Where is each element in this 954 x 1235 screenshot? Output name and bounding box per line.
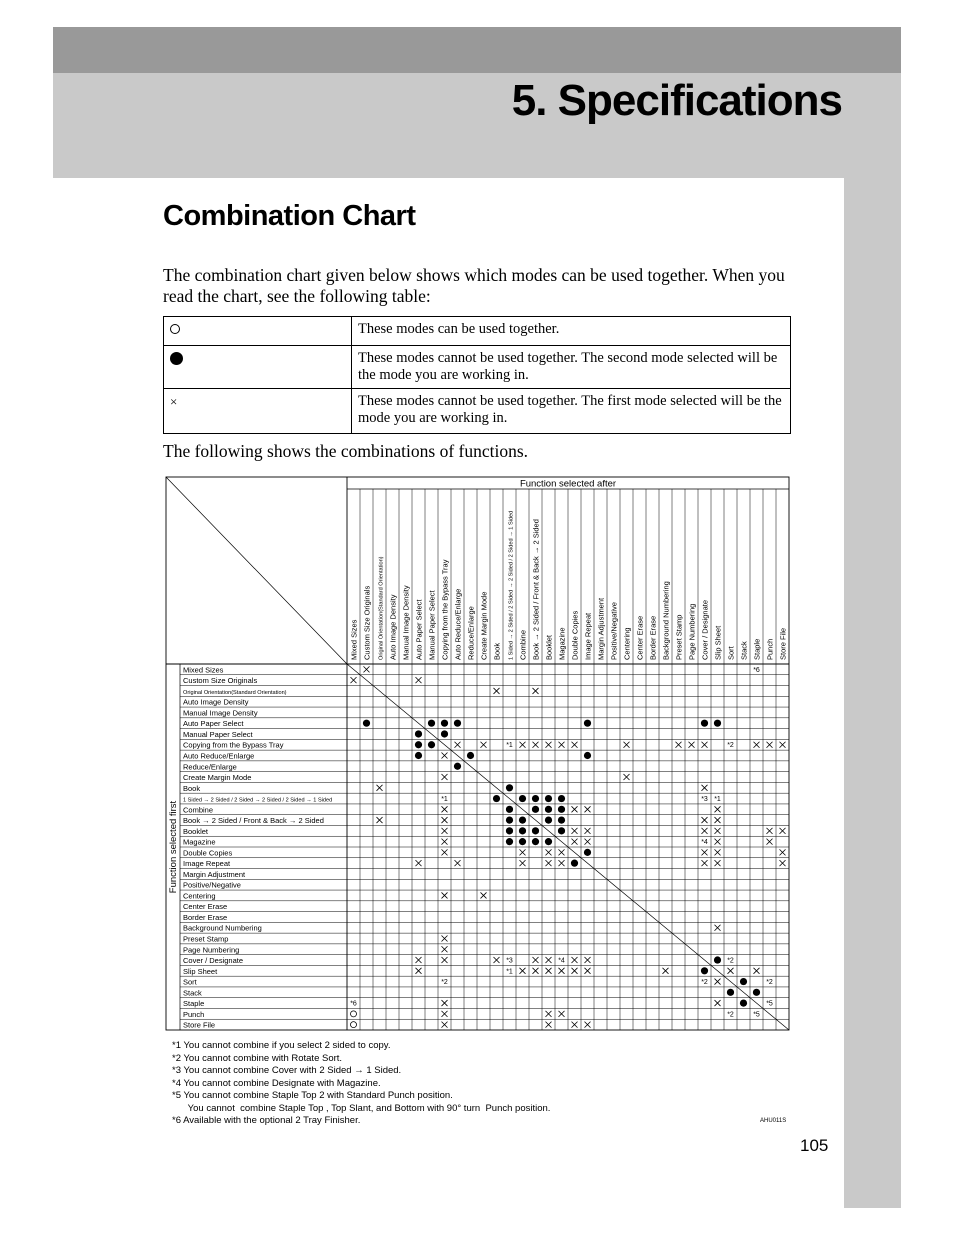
filled-circle-mark — [454, 763, 461, 770]
row-label: Mixed Sizes — [183, 665, 224, 675]
filled-circle-mark — [493, 795, 500, 802]
filled-circle-mark — [701, 967, 708, 974]
column-label: Booklet — [544, 634, 554, 660]
filled-circle-mark — [558, 795, 565, 802]
footnote: *6 Available with the optional 2 Tray Finisher. — [172, 1115, 361, 1126]
row-label: Cover / Designate — [183, 956, 244, 966]
footnote-mark: *1 — [714, 796, 721, 804]
row-label: Page Numbering — [183, 945, 240, 955]
filled-circle-mark — [753, 989, 760, 996]
column-label: Punch — [765, 638, 775, 660]
column-label: Margin Adjustment — [596, 597, 606, 660]
filled-circle-mark — [532, 838, 539, 845]
footnote-mark: *6 — [753, 666, 760, 674]
row-label: Auto Image Density — [183, 697, 249, 707]
chapter-title: 5. Specifications — [511, 76, 842, 125]
filled-circle-mark — [454, 720, 461, 727]
filled-circle-mark — [441, 720, 448, 727]
column-label: Reduce/Enlarge — [466, 606, 476, 660]
column-label: Store File — [778, 627, 788, 660]
column-label: Mixed Sizes — [349, 619, 359, 660]
row-label: Original Orientation(Standard Orientation) — [183, 689, 287, 696]
column-label: Original Orientation(Standard Orientation) — [378, 556, 385, 660]
column-label: Stack — [739, 641, 749, 660]
footnote-mark: *2 — [441, 979, 448, 987]
column-label: 1 Sided → 2 Sided / 2 Sided → 2 Sided / 2 Sided → 1 Sided — [508, 510, 515, 660]
row-label: Custom Size Originals — [183, 676, 258, 686]
column-label: Create Margin Mode — [479, 591, 489, 660]
footnote-mark: *2 — [701, 979, 708, 987]
filled-circle-mark — [714, 720, 721, 727]
filled-circle-mark — [519, 838, 526, 845]
row-label: Background Numbering — [183, 923, 262, 933]
row-label: Auto Reduce/Enlarge — [183, 751, 255, 761]
footnote-mark: *1 — [506, 968, 513, 976]
legend-text: These modes can be used together. — [352, 317, 791, 346]
footnote: *2 You cannot combine with Rotate Sort. — [172, 1052, 343, 1064]
footnote: *5 You cannot combine Staple Top 2 with Standard Punch position. — [172, 1090, 453, 1101]
footnote-mark: *4 — [701, 839, 708, 847]
column-label: Auto Reduce/Enlarge — [453, 588, 463, 660]
column-label: Auto Image Density — [388, 594, 398, 660]
filled-circle-mark — [415, 741, 422, 748]
filled-circle-mark — [558, 816, 565, 823]
filled-circle-mark — [467, 752, 474, 759]
column-label: Slip Sheet — [713, 625, 723, 660]
filled-circle-mark — [545, 795, 552, 802]
filled-circle-mark — [519, 816, 526, 823]
footnote-mark: *1 — [441, 796, 448, 804]
col-header-title: Function selected after — [519, 478, 617, 490]
footnote-mark: *4 — [558, 957, 565, 965]
row-label: Reduce/Enlarge — [183, 762, 237, 772]
filled-circle-mark — [532, 806, 539, 813]
column-label: Combine — [518, 629, 528, 660]
row-label: Center Erase — [183, 902, 228, 912]
footnote-mark: *5 — [753, 1011, 760, 1019]
filled-circle-mark — [506, 827, 513, 834]
row-label: Book — [183, 783, 201, 793]
filled-circle-mark — [545, 838, 552, 845]
filled-circle-mark — [428, 741, 435, 748]
footnote: You cannot combine Staple Top , Top Slant, and Bottom with 90° turn Punch position. — [172, 1102, 551, 1114]
column-label: Manual Image Density — [401, 585, 411, 660]
row-label: Image Repeat — [183, 859, 231, 869]
page-number: 105 — [800, 1136, 829, 1155]
filled-circle-mark — [532, 827, 539, 834]
column-label: Staple — [752, 638, 762, 660]
column-label: Centering — [622, 627, 632, 660]
filled-circle-mark — [701, 720, 708, 727]
row-label: Positive/Negative — [183, 880, 241, 890]
footnote-mark: *2 — [727, 742, 734, 750]
row-label: Border Erase — [183, 912, 228, 922]
column-label: Auto Paper Select — [414, 599, 424, 660]
filled-circle-mark — [584, 849, 591, 856]
row-label: Store File — [183, 1020, 216, 1030]
filled-circle-mark — [506, 806, 513, 813]
combinations-intro-text: The following shows the combinations of functions. — [163, 441, 529, 461]
filled-circle-mark — [727, 989, 734, 996]
open-circle-mark — [351, 1022, 357, 1028]
column-label: Copying from the Bypass Tray — [440, 559, 450, 660]
column-label: Manual Paper Select — [427, 590, 437, 660]
column-label: Image Repeat — [583, 612, 593, 660]
footnotes — [172, 1040, 550, 1128]
filled-circle-mark — [545, 806, 552, 813]
row-label: Auto Paper Select — [183, 719, 244, 729]
filled-circle-mark — [584, 720, 591, 727]
filled-circle-mark — [441, 730, 448, 737]
filled-circle-mark — [506, 838, 513, 845]
row-label: Manual Image Density — [183, 708, 258, 718]
column-label: Center Erase — [635, 615, 645, 660]
row-header-title: Function selected first — [168, 800, 179, 894]
row-label: Slip Sheet — [183, 966, 218, 976]
column-label: Book → 2 Sided / Front & Back → 2 Sided — [531, 519, 541, 660]
footnote-mark: *2 — [766, 979, 773, 987]
row-label: 1 Sided → 2 Sided / 2 Sided → 2 Sided / 2 Sided → 1 Sided — [183, 797, 333, 804]
column-label: Border Erase — [648, 615, 658, 660]
filled-circle-mark — [714, 956, 721, 963]
row-label: Sort — [183, 977, 197, 987]
corner-diagonal — [166, 477, 347, 664]
matrix-frame — [166, 477, 789, 1030]
footnote-mark: *2 — [727, 957, 734, 965]
footnote: *3 You cannot combine Cover with 2 Sided → 1 Sided. — [172, 1065, 402, 1076]
filled-circle-mark — [363, 720, 370, 727]
footnote-mark: *2 — [727, 1011, 734, 1019]
row-label: Combine — [183, 805, 214, 815]
filled-circle-mark — [584, 752, 591, 759]
column-label: Positive/Negative — [609, 602, 619, 660]
legend-text: These modes cannot be used together. The second mode selected will be the mode you are working in. — [352, 346, 791, 389]
filled-circle-mark — [532, 795, 539, 802]
row-label: Booklet — [183, 826, 209, 836]
filled-circle-mark — [519, 795, 526, 802]
filled-circle-mark — [740, 978, 747, 985]
column-label: Background Numbering — [661, 581, 671, 660]
column-label: Double Copies — [570, 610, 580, 660]
row-label: Book → 2 Sided / Front & Back → 2 Sided — [183, 816, 324, 826]
column-label: Book — [492, 642, 502, 660]
row-label: Preset Stamp — [183, 934, 229, 944]
footnote-mark: *3 — [701, 796, 708, 804]
filled-circle-mark — [415, 730, 422, 737]
filled-circle-mark — [519, 827, 526, 834]
footnote-mark: *3 — [506, 957, 513, 965]
row-label: Staple — [183, 999, 205, 1009]
row-label: Magazine — [183, 837, 216, 847]
cross-icon: × — [170, 394, 178, 409]
filled-circle-mark — [428, 720, 435, 727]
row-label: Margin Adjustment — [183, 869, 246, 879]
column-label: Page Numbering — [687, 603, 697, 660]
row-label: Create Margin Mode — [183, 773, 252, 783]
row-label: Centering — [183, 891, 216, 901]
filled-circle-mark — [506, 784, 513, 791]
column-label: Sort — [726, 646, 736, 660]
filled-circle-mark — [571, 860, 578, 867]
footnote-mark: *5 — [766, 1000, 773, 1008]
open-circle-mark — [351, 1011, 357, 1017]
filled-circle-mark — [506, 816, 513, 823]
footnote-mark: *6 — [350, 1000, 357, 1008]
filled-circle-mark — [740, 999, 747, 1006]
filled-circle-mark — [558, 827, 565, 834]
footnote: *1 You cannot combine if you select 2 sided to copy. — [172, 1040, 391, 1051]
section-title: Combination Chart — [163, 200, 416, 232]
filled-circle-mark — [545, 816, 552, 823]
column-label: Custom Size Originals — [362, 585, 372, 660]
filled-circle-mark — [415, 752, 422, 759]
row-label: Punch — [183, 1009, 205, 1019]
filled-circle-mark — [558, 806, 565, 813]
footnote-mark: *1 — [506, 742, 513, 750]
column-label: Magazine — [557, 627, 567, 660]
column-label: Preset Stamp — [674, 614, 684, 660]
chart-code: AHU011S — [760, 1118, 787, 1124]
row-label: Stack — [183, 988, 202, 998]
footnote: *4 You cannot combine Designate with Magazine. — [172, 1077, 381, 1089]
intro-paragraph: The combination chart given below shows which modes can be used together. When you read the chart, see the following table: — [163, 265, 785, 306]
row-label: Double Copies — [183, 848, 233, 858]
row-label: Manual Paper Select — [183, 729, 253, 739]
row-label: Copying from the Bypass Tray — [183, 740, 284, 750]
column-label: Cover / Designate — [700, 599, 710, 660]
legend-text: These modes cannot be used together. The first mode selected will be the mode you are working in. — [352, 389, 791, 434]
